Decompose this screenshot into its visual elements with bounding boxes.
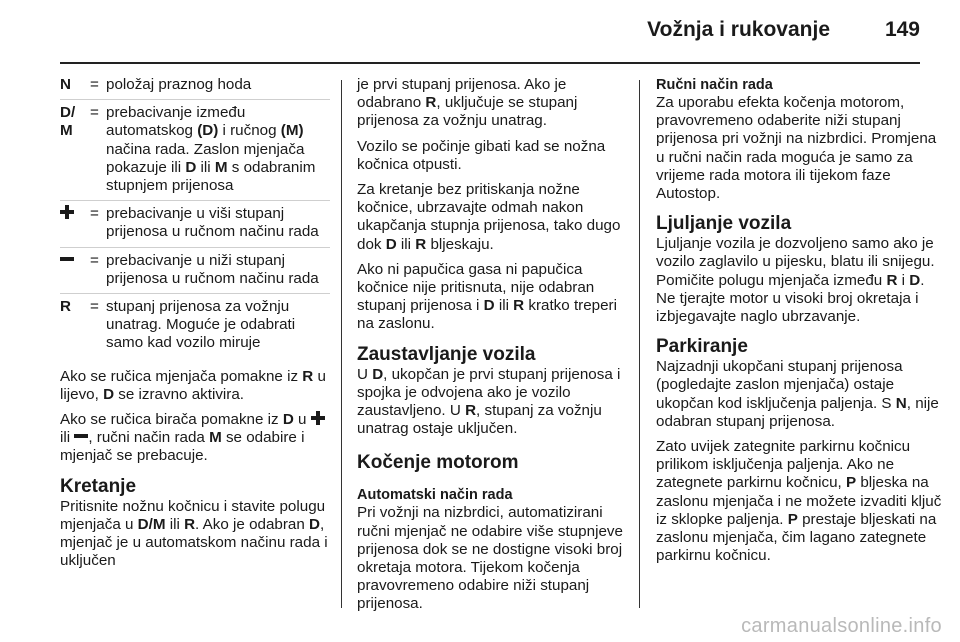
section-heading: Zaustavljanje vozila [357, 343, 536, 365]
column-2 [357, 76, 629, 621]
definition-row: = prebacivanje u niži stupanj prijenosa u ručnom načinu rada [60, 252, 330, 294]
paragraph: Ako se ručica birača pomakne iz D u ili , ručni način rada M se odabire i mjenjač se prebacuje. [60, 411, 330, 466]
definition-desc: prebacivanje u niži stupanj prijenosa u ručnom načinu rada [106, 251, 319, 287]
plus-icon [60, 205, 74, 219]
definition-desc: stupanj prijenosa za vožnju unatrag. Moguće je odabrati samo kad vozilo miruje [106, 298, 296, 352]
paragraph: Zato uvijek zategnite parkirnu kočnicu prilikom isključenja paljenja. Ako ne zategnete parkirnu kočnicu, P bljeska na zaslonu mjenjača i ne možete izvaditi ključ iz sklopke paljenja. P prestaje bljeskati na zaslonu mjenjača, čim lagano zategnete parkirnu kočnicu. [656, 438, 942, 565]
definition-row: R = stupanj prijenosa za vožnju unatrag. Moguće je odabrati samo kad vozilo miruje [60, 298, 330, 358]
paragraph: Za uporabu efekta kočenja motorom, pravovremeno odaberite niži stupanj prijenosa pri vožnji na nizbrdici. Promjena u ručni način rada moguća je samo za vrijeme rada motora ili tijekom faze Autostop. [656, 94, 937, 203]
definition-key: N [60, 76, 71, 93]
definition-row: N = položaj praznog hoda [60, 76, 330, 100]
plus-icon [311, 411, 325, 425]
definition-row: = prebacivanje u viši stupanj prijenosa u ručnom načinu rada [60, 205, 330, 247]
paragraph: Najzadnji ukopčani stupanj prijenosa (pogledajte zaslon mjenjača) ostaje ukopčan kod isključenja paljenja. S N, nije odabran stupanj prijenosa. [656, 358, 939, 430]
paragraph: Za kretanje bez pritiskanja nožne kočnice, ubrzavajte odmah nakon ukapčanja stupnja prijenosa, tako dugo dok D ili R bljeskaju. [357, 181, 621, 253]
definition-key: D/ M [60, 104, 76, 140]
paragraph: U D, ukopčan je prvi stupanj prijenosa i spojka je odvojena ako je vozilo zaustavljeno. U R, stupanj za vožnju unatrag ostaje uključen. [357, 365, 621, 438]
section-heading: Ljuljanje vozila [656, 213, 792, 235]
section-heading: Parkiranje [656, 336, 748, 358]
paragraph: Ako se ručica mjenjača pomakne iz R u lijevo, D se izravno aktivira. [60, 367, 326, 403]
paragraph: Ljuljanje vozila je dozvoljeno samo ako je vozilo zaglavilo u pijesku, blatu ili snijegu. Pomičite polugu mjenjača između R i D. Ne tjerajte motor u visoki broj okretaja i izbjegavajte naglo ubrzavanje. [656, 235, 935, 326]
column-3 [656, 76, 942, 572]
definition-key [60, 252, 90, 288]
section-heading: Kočenje motorom [357, 452, 519, 474]
paragraph: je prvi stupanj prijenosa. Ako je odabrano R, uključuje se stupanj prijenosa za vožnju unatrag. [357, 76, 578, 130]
subsection-heading: Automatski način rada [357, 487, 513, 504]
column-divider [639, 80, 640, 608]
paragraph: Pri vožnji na nizbrdici, automatizirani ručni mjenjač ne odabire više stupnjeve prijenosa dok se ne dostigne visoki broj okretaja motora. Tijekom kočenja pravovremeno odabire niži stupanj prijenosa. [357, 504, 623, 613]
definition-desc: prebacivanje između automatskog (D) i ručnog (M) načina rada. Zaslon mjenjača pokazuje ili D ili M s odabranim stupnjem prijenosa [106, 104, 316, 195]
subsection-heading: Ručni način rada [656, 77, 773, 93]
definition-desc: položaj praznog hoda [106, 76, 252, 93]
definition-list [60, 76, 330, 358]
column-divider [341, 80, 342, 608]
minus-icon [74, 429, 88, 443]
definition-key: R [60, 298, 71, 316]
definition-row: D/ M = prebacivanje između automatskog (D) i ručnog (M) načina rada. Zaslon mjenjača pokazuje ili D ili M s odabranim stupnjem prijenosa [60, 104, 330, 201]
section-heading: Kretanje [60, 475, 137, 497]
minus-icon [60, 252, 74, 266]
definition-desc: prebacivanje u viši stupanj prijenosa u ručnom načinu rada [106, 205, 319, 241]
column-1 [60, 76, 330, 577]
page-header [60, 14, 920, 54]
paragraph: Ako ni papučica gasa ni papučica kočnice nije pritisnuta, nije odabran stupanj prijenosa i D ili R kratko treperi na zaslonu. [357, 260, 617, 333]
definition-key [60, 205, 90, 241]
header-rule [60, 62, 920, 64]
chapter-title: Vožnja i rukovanje [647, 18, 830, 41]
watermark: carmanualsonline.info [741, 615, 942, 637]
paragraph: Vozilo se počinje gibati kad se nožna kočnica otpusti. [357, 137, 606, 173]
paragraph: Pritisnite nožnu kočnicu i stavite polugu mjenjača u D/M ili R. Ako je odabran D, mjenjač je u automatskom načinu rada i uključen [60, 497, 328, 570]
page-number: 149 [884, 18, 920, 41]
